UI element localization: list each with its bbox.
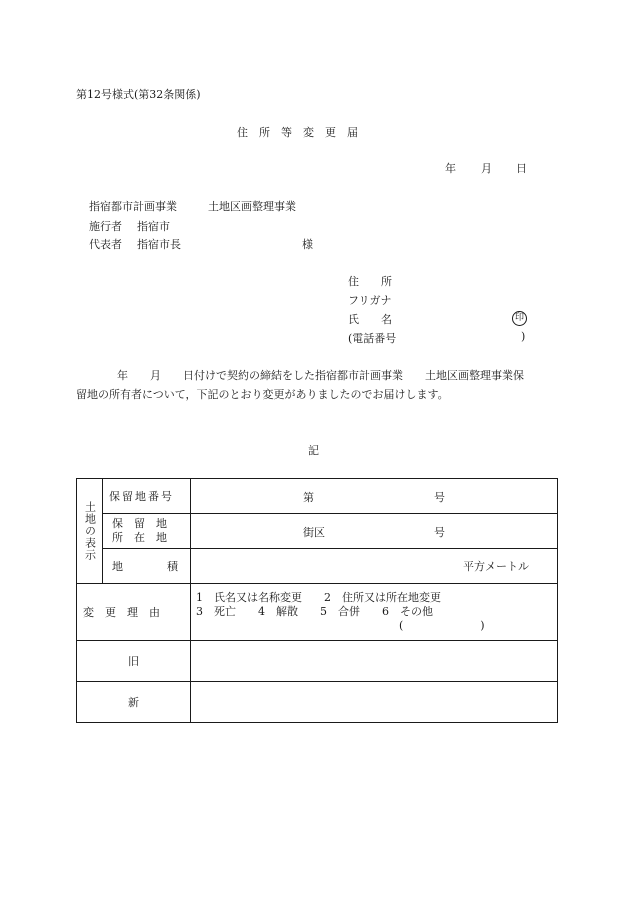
change-reason-label: 変 更 理 由 [83, 606, 160, 619]
old-label: 旧 [128, 655, 139, 668]
reason-options-line-1: 1 氏名又は名称変更 2 住所又は所在地変更 [196, 591, 441, 604]
reserve-lot-location-label [103, 517, 190, 545]
row-old [77, 641, 558, 682]
row-area [77, 549, 558, 584]
new-label-cell [77, 682, 191, 723]
reserve-lot-location-field[interactable] [191, 514, 558, 549]
area-label-cell [103, 549, 191, 584]
land-display-label: 土地の表示 [83, 501, 97, 561]
reserve-lot-go: 号 [434, 491, 445, 504]
ki-heading: 記 [308, 444, 319, 457]
applicant-address-label: 住 所 [348, 275, 392, 288]
date-day: 日 [516, 162, 527, 175]
date-year: 年 [445, 162, 456, 175]
applicant-name-label: 氏 名 [348, 313, 392, 326]
reason-options-line-2: 3 死亡 4 解散 5 合併 6 その他 [196, 605, 433, 618]
page-title: 住 所 等 変 更 届 [237, 126, 358, 139]
reserve-lot-number-label: 保留地番号 [109, 490, 174, 503]
reserve-lot-dai: 第 [303, 491, 314, 504]
reserve-lot-location-label-a: 保 留 地 [112, 517, 167, 530]
applicant-furigana-label: フリガナ [348, 294, 392, 307]
applicant-phone-close: ) [521, 330, 526, 343]
project-name: 土地区画整理事業 [208, 200, 296, 213]
reason-other-parentheses: ( ) [399, 619, 485, 632]
location-go: 号 [434, 526, 445, 539]
body-line-2: 留地の所有者について，下記のとおり変更がありましたのでお届けします。 [76, 388, 449, 401]
executor-label: 施行者 [89, 220, 122, 233]
old-value-field[interactable] [191, 641, 558, 682]
reserve-lot-location-label-b: 所 在 地 [112, 531, 167, 544]
honorific: 様 [302, 238, 313, 251]
new-value-field[interactable] [191, 682, 558, 723]
row-new [77, 682, 558, 723]
change-reason-label-cell [77, 584, 191, 641]
new-label: 新 [128, 696, 139, 709]
date-month: 月 [481, 162, 492, 175]
applicant-phone-label: (電話番号 [348, 332, 397, 345]
reserve-lot-location-label-cell [103, 514, 191, 549]
representative-label: 代表者 [89, 238, 122, 251]
executor: 指宿市 [137, 220, 170, 233]
row-reserve-lot-location [77, 514, 558, 549]
land-display-group-cell [77, 479, 103, 584]
representative: 指宿市長 [137, 238, 181, 251]
reserve-lot-number-label-cell [103, 479, 191, 514]
row-change-reason [77, 584, 558, 641]
body-line-1: 年 月 日付けで契約の締結をした指宿都市計画事業 土地区画整理事業保 [117, 369, 524, 382]
change-form-table [76, 478, 558, 723]
seal-mark: 印 [512, 311, 527, 326]
project-label: 指宿都市計画事業 [89, 200, 177, 213]
row-reserve-lot-number [77, 479, 558, 514]
form-number: 第12号様式(第32条関係) [76, 88, 201, 101]
area-field[interactable] [191, 549, 558, 584]
old-label-cell [77, 641, 191, 682]
change-reason-options[interactable] [191, 584, 558, 641]
reserve-lot-number-field[interactable] [191, 479, 558, 514]
area-label: 地 積 [112, 560, 178, 573]
area-unit: 平方メートル [463, 560, 529, 573]
location-gaiku: 街区 [303, 526, 325, 539]
